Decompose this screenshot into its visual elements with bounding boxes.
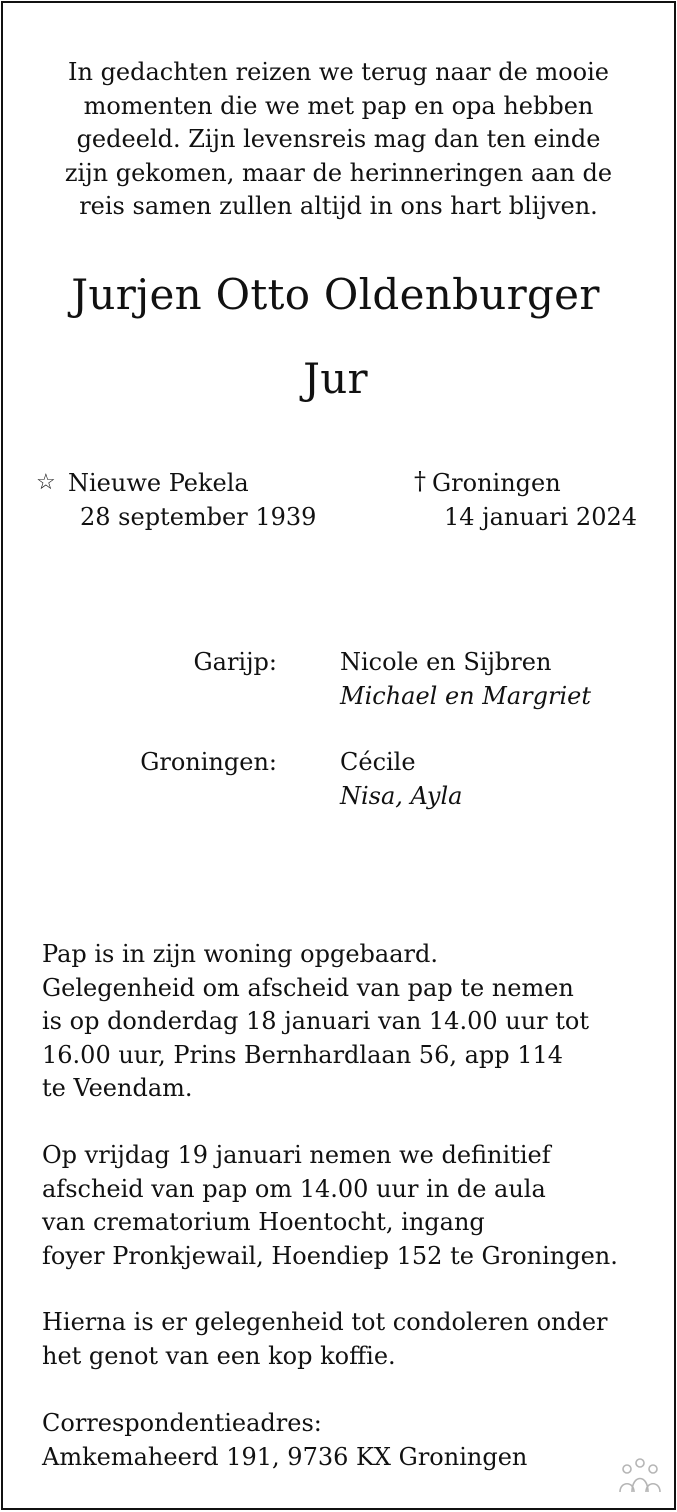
text-line: van crematorium Hoentocht, ingang — [42, 1208, 485, 1237]
poem-line: reis samen zullen altijd in ons hart blijven. — [79, 192, 598, 220]
family-names: Cécile — [340, 748, 416, 776]
notice-frame — [1, 1, 676, 1510]
family-children: Michael en Margriet — [340, 682, 591, 710]
viewing-paragraph — [42, 938, 589, 1106]
cross-icon: † — [414, 467, 426, 495]
farewell-paragraph — [42, 1139, 618, 1273]
family-place: Garijp: — [193, 648, 277, 676]
text-line: het genot van een kop koffie. — [42, 1341, 396, 1370]
text-line: te Veendam. — [42, 1074, 193, 1103]
text-line: Pap is in zijn woning opgebaard. — [42, 940, 438, 968]
text-line: Op vrijdag 19 januari nemen we definitief — [42, 1141, 551, 1169]
death-date: 14 januari 2024 — [444, 503, 637, 531]
birth-place: Nieuwe Pekela — [68, 469, 249, 497]
correspondence-paragraph — [42, 1407, 527, 1474]
family-place: Groningen: — [140, 748, 277, 776]
people-group-icon — [618, 1454, 662, 1494]
star-icon: ☆ — [36, 470, 56, 495]
poem-line: zijn gekomen, maar de herinneringen aan de — [64, 158, 613, 187]
deceased-full-name: Jurjen Otto Oldenburger — [71, 270, 600, 319]
text-line: Amkemaheerd 191, 9736 KX Groningen — [42, 1442, 528, 1471]
text-line: 16.00 uur, Prins Bernhardlaan 56, app 114 — [42, 1040, 564, 1069]
poem — [20, 56, 657, 224]
poem-line: In gedachten reizen we terug naar de mooie — [68, 58, 609, 86]
family-children: Nisa, Ayla — [340, 782, 463, 810]
text-line: afscheid van pap om 14.00 uur in de aula — [42, 1174, 546, 1203]
deceased-nickname: Jur — [303, 354, 368, 403]
poem-line: gedeeld. Zijn levensreis mag dan ten einde — [76, 125, 601, 153]
text-line: Gelegenheid om afscheid van pap te nemen — [42, 973, 574, 1002]
text-line: foyer Pronkjewail, Hoendiep 152 te Groningen. — [42, 1241, 618, 1270]
poem-line: momenten die we met pap en opa hebben — [83, 91, 594, 120]
condolence-paragraph — [42, 1306, 608, 1373]
birth-date: 28 september 1939 — [80, 503, 317, 531]
text-line: Correspondentieadres: — [42, 1409, 322, 1437]
text-line: Hierna is er gelegenheid tot condoleren onder — [42, 1308, 608, 1336]
death-place: Groningen — [432, 469, 561, 497]
text-line: is op donderdag 18 januari van 14.00 uur tot — [42, 1007, 589, 1036]
family-names: Nicole en Sijbren — [340, 648, 552, 676]
